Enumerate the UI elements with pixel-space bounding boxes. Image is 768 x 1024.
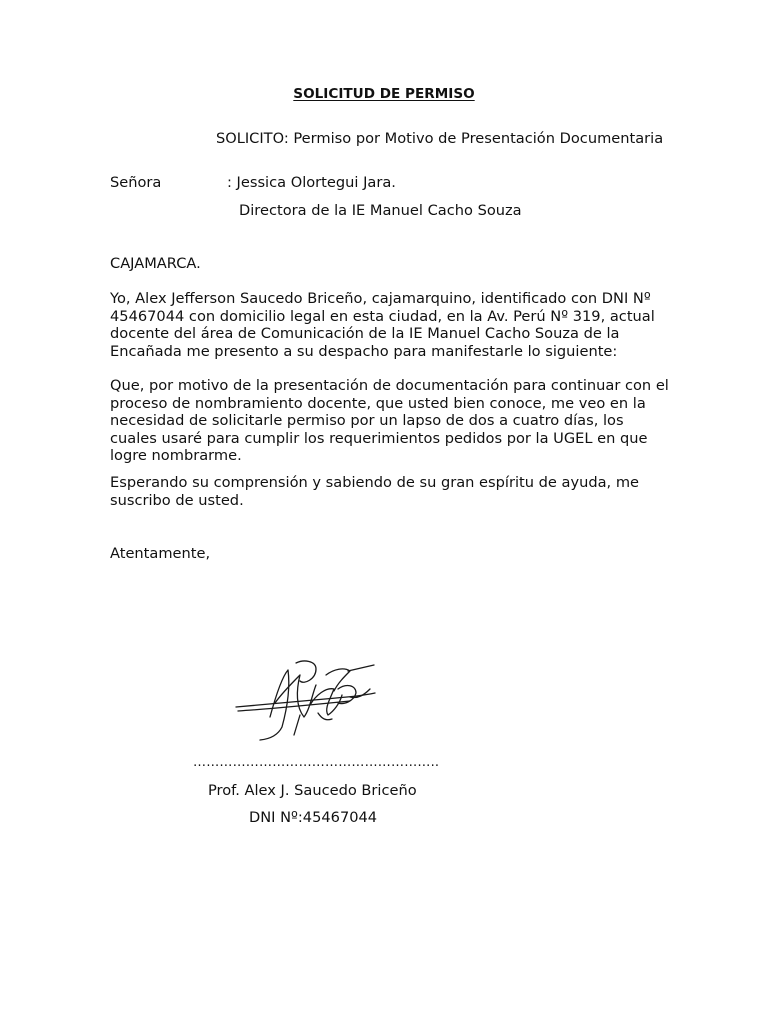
paragraph-line: necesidad de solicitarle permiso por un lapso de dos a cuatro días, los [110, 412, 624, 430]
paragraph-line: Que, por motivo de la presentación de documentación para continuar con el [110, 377, 669, 394]
paragraph-introduction [110, 290, 658, 360]
paragraph-line: suscribo de usted. [110, 491, 244, 509]
signature-dotted-line: ……………………………………………….. [193, 755, 440, 770]
city-line: CAJAMARCA. [110, 255, 201, 272]
paragraph-line: logre nombrarme. [110, 447, 242, 465]
paragraph-line: Encañada me presento a su despacho para manifestarle lo siguiente: [110, 342, 618, 360]
signer-dni: DNI Nº:45467044 [249, 809, 378, 826]
paragraph-line: proceso de nombramiento docente, que usted bien conoce, me veo en la [110, 394, 646, 412]
handwritten-signature [230, 655, 380, 745]
paragraph-line: cuales usaré para cumplir los requerimientos pedidos por la UGEL en que [110, 429, 648, 447]
paragraph-closing [110, 474, 658, 509]
document-title: SOLICITUD DE PERMISO [293, 86, 475, 102]
recipient-position: Directora de la IE Manuel Cacho Souza [239, 202, 522, 219]
closing-salutation: Atentamente, [110, 545, 211, 562]
recipient-salutation: Señora [110, 174, 162, 191]
solicito-line: SOLICITO: Permiso por Motivo de Presentación Documentaria [216, 130, 664, 147]
signer-name: Prof. Alex J. Saucedo Briceño [208, 782, 417, 799]
paragraph-line: Yo, Alex Jefferson Saucedo Briceño, cajamarquino, identificado con DNI Nº [110, 290, 651, 307]
paragraph-line: docente del área de Comunicación de la IE Manuel Cacho Souza de la [110, 325, 620, 343]
paragraph-line: Esperando su comprensión y sabiendo de su gran espíritu de ayuda, me [110, 474, 640, 491]
recipient-name: : Jessica Olortegui Jara. [227, 174, 396, 191]
paragraph-request [110, 377, 669, 465]
paragraph-line: 45467044 con domicilio legal en esta ciudad, en la Av. Perú Nº 319, actual [110, 307, 655, 325]
